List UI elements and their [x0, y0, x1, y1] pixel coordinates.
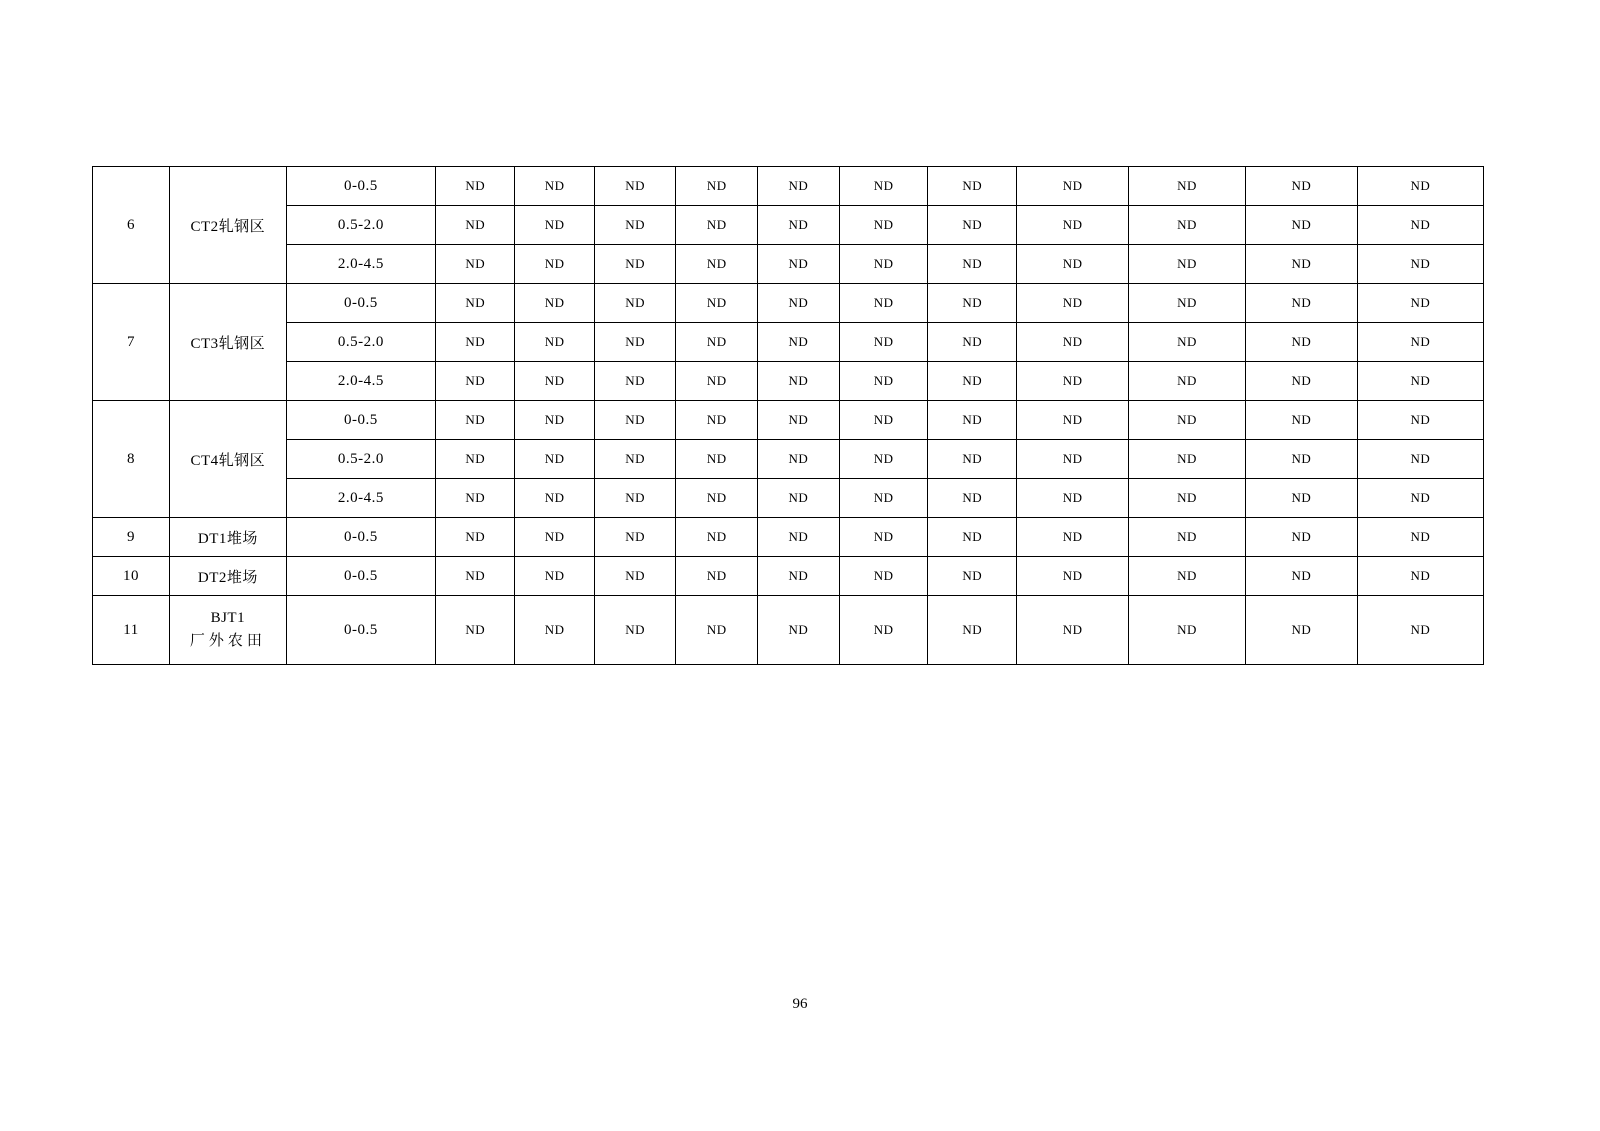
measurement-cell: ND	[515, 206, 594, 245]
measurement-cell: ND	[758, 557, 840, 596]
measurement-cell: ND	[594, 284, 676, 323]
measurement-cell: ND	[839, 323, 928, 362]
measurement-cell: ND	[839, 401, 928, 440]
table-row	[93, 323, 1484, 362]
measurement-cell: ND	[436, 206, 515, 245]
measurement-cell: ND	[1357, 518, 1483, 557]
site-name-cell: DT1堆场	[170, 518, 287, 557]
depth-range-cell: 0-0.5	[286, 284, 435, 323]
site-name-cell: CT3轧钢区	[170, 284, 287, 401]
measurement-cell: ND	[1129, 557, 1246, 596]
table-row	[93, 362, 1484, 401]
measurement-cell: ND	[676, 323, 758, 362]
sampling-results-table-wrapper	[92, 166, 1484, 665]
measurement-cell: ND	[1357, 167, 1483, 206]
measurement-cell: ND	[839, 596, 928, 665]
measurement-cell: ND	[1245, 518, 1357, 557]
table-row	[93, 557, 1484, 596]
measurement-cell: ND	[1357, 479, 1483, 518]
measurement-cell: ND	[1129, 284, 1246, 323]
measurement-cell: ND	[594, 167, 676, 206]
row-index-cell: 10	[93, 557, 170, 596]
measurement-cell: ND	[839, 518, 928, 557]
measurement-cell: ND	[928, 245, 1017, 284]
measurement-cell: ND	[436, 440, 515, 479]
measurement-cell: ND	[515, 401, 594, 440]
depth-range-cell: 0-0.5	[286, 518, 435, 557]
measurement-cell: ND	[928, 557, 1017, 596]
site-name-cell: DT2堆场	[170, 557, 287, 596]
measurement-cell: ND	[1017, 479, 1129, 518]
measurement-cell: ND	[515, 245, 594, 284]
measurement-cell: ND	[676, 557, 758, 596]
depth-range-cell: 0-0.5	[286, 401, 435, 440]
measurement-cell: ND	[839, 167, 928, 206]
measurement-cell: ND	[676, 596, 758, 665]
measurement-cell: ND	[1245, 401, 1357, 440]
measurement-cell: ND	[676, 284, 758, 323]
measurement-cell: ND	[1245, 479, 1357, 518]
measurement-cell: ND	[839, 245, 928, 284]
measurement-cell: ND	[436, 401, 515, 440]
measurement-cell: ND	[1245, 323, 1357, 362]
row-index-cell: 9	[93, 518, 170, 557]
measurement-cell: ND	[594, 440, 676, 479]
site-name-cell	[170, 596, 287, 665]
measurement-cell: ND	[436, 479, 515, 518]
measurement-cell: ND	[676, 401, 758, 440]
row-index-cell: 6	[93, 167, 170, 284]
measurement-cell: ND	[1357, 401, 1483, 440]
measurement-cell: ND	[676, 479, 758, 518]
measurement-cell: ND	[928, 479, 1017, 518]
measurement-cell: ND	[1017, 323, 1129, 362]
measurement-cell: ND	[515, 284, 594, 323]
measurement-cell: ND	[436, 362, 515, 401]
measurement-cell: ND	[1245, 206, 1357, 245]
measurement-cell: ND	[1017, 167, 1129, 206]
measurement-cell: ND	[1245, 245, 1357, 284]
measurement-cell: ND	[1129, 401, 1246, 440]
measurement-cell: ND	[1017, 362, 1129, 401]
measurement-cell: ND	[515, 167, 594, 206]
row-index-cell: 7	[93, 284, 170, 401]
depth-range-cell: 0-0.5	[286, 167, 435, 206]
measurement-cell: ND	[758, 518, 840, 557]
measurement-cell: ND	[594, 596, 676, 665]
measurement-cell: ND	[758, 323, 840, 362]
measurement-cell: ND	[758, 284, 840, 323]
sampling-results-table	[92, 166, 1484, 665]
measurement-cell: ND	[1245, 596, 1357, 665]
table-row	[93, 479, 1484, 518]
measurement-cell: ND	[1129, 206, 1246, 245]
measurement-cell: ND	[436, 557, 515, 596]
site-name-line2: 厂外农田	[189, 633, 266, 649]
measurement-cell: ND	[594, 323, 676, 362]
measurement-cell: ND	[839, 479, 928, 518]
measurement-cell: ND	[1357, 557, 1483, 596]
table-row	[93, 401, 1484, 440]
measurement-cell: ND	[928, 206, 1017, 245]
measurement-cell: ND	[1129, 479, 1246, 518]
depth-range-cell: 0-0.5	[286, 557, 435, 596]
measurement-cell: ND	[758, 440, 840, 479]
depth-range-cell: 0-0.5	[286, 596, 435, 665]
measurement-cell: ND	[1245, 557, 1357, 596]
measurement-cell: ND	[928, 401, 1017, 440]
measurement-cell: ND	[758, 362, 840, 401]
table-row	[93, 167, 1484, 206]
measurement-cell: ND	[1357, 440, 1483, 479]
measurement-cell: ND	[839, 440, 928, 479]
measurement-cell: ND	[515, 596, 594, 665]
measurement-cell: ND	[436, 596, 515, 665]
measurement-cell: ND	[1245, 167, 1357, 206]
measurement-cell: ND	[1129, 245, 1246, 284]
measurement-cell: ND	[839, 557, 928, 596]
measurement-cell: ND	[1129, 440, 1246, 479]
measurement-cell: ND	[928, 167, 1017, 206]
row-index-cell: 11	[93, 596, 170, 665]
measurement-cell: ND	[436, 167, 515, 206]
depth-range-cell: 0.5-2.0	[286, 323, 435, 362]
row-index-cell: 8	[93, 401, 170, 518]
measurement-cell: ND	[594, 479, 676, 518]
measurement-cell: ND	[1017, 518, 1129, 557]
measurement-cell: ND	[1357, 596, 1483, 665]
measurement-cell: ND	[839, 284, 928, 323]
measurement-cell: ND	[758, 167, 840, 206]
measurement-cell: ND	[928, 440, 1017, 479]
measurement-cell: ND	[1245, 362, 1357, 401]
measurement-cell: ND	[1129, 596, 1246, 665]
measurement-cell: ND	[594, 557, 676, 596]
measurement-cell: ND	[1245, 284, 1357, 323]
measurement-cell: ND	[928, 518, 1017, 557]
measurement-cell: ND	[1017, 206, 1129, 245]
measurement-cell: ND	[758, 596, 840, 665]
measurement-cell: ND	[1017, 401, 1129, 440]
measurement-cell: ND	[594, 518, 676, 557]
measurement-cell: ND	[594, 206, 676, 245]
measurement-cell: ND	[839, 362, 928, 401]
depth-range-cell: 0.5-2.0	[286, 206, 435, 245]
measurement-cell: ND	[1245, 440, 1357, 479]
measurement-cell: ND	[1357, 362, 1483, 401]
measurement-cell: ND	[515, 479, 594, 518]
measurement-cell: ND	[928, 596, 1017, 665]
measurement-cell: ND	[676, 362, 758, 401]
table-body	[93, 167, 1484, 665]
measurement-cell: ND	[758, 245, 840, 284]
measurement-cell: ND	[1129, 323, 1246, 362]
depth-range-cell: 2.0-4.5	[286, 479, 435, 518]
measurement-cell: ND	[1129, 518, 1246, 557]
measurement-cell: ND	[758, 479, 840, 518]
table-row	[93, 284, 1484, 323]
measurement-cell: ND	[1357, 206, 1483, 245]
measurement-cell: ND	[436, 284, 515, 323]
measurement-cell: ND	[1357, 323, 1483, 362]
measurement-cell: ND	[1017, 245, 1129, 284]
measurement-cell: ND	[676, 167, 758, 206]
depth-range-cell: 2.0-4.5	[286, 245, 435, 284]
measurement-cell: ND	[1017, 284, 1129, 323]
measurement-cell: ND	[676, 518, 758, 557]
table-row	[93, 245, 1484, 284]
table-row	[93, 440, 1484, 479]
measurement-cell: ND	[676, 206, 758, 245]
measurement-cell: ND	[594, 362, 676, 401]
measurement-cell: ND	[515, 440, 594, 479]
measurement-cell: ND	[1129, 167, 1246, 206]
table-row	[93, 206, 1484, 245]
measurement-cell: ND	[676, 245, 758, 284]
measurement-cell: ND	[515, 362, 594, 401]
measurement-cell: ND	[1357, 245, 1483, 284]
measurement-cell: ND	[515, 557, 594, 596]
page-number: 96	[792, 996, 808, 1012]
depth-range-cell: 2.0-4.5	[286, 362, 435, 401]
measurement-cell: ND	[1129, 362, 1246, 401]
measurement-cell: ND	[515, 518, 594, 557]
measurement-cell: ND	[594, 401, 676, 440]
measurement-cell: ND	[1017, 557, 1129, 596]
measurement-cell: ND	[436, 245, 515, 284]
measurement-cell: ND	[928, 284, 1017, 323]
measurement-cell: ND	[436, 323, 515, 362]
table-row	[93, 518, 1484, 557]
measurement-cell: ND	[1357, 284, 1483, 323]
measurement-cell: ND	[839, 206, 928, 245]
measurement-cell: ND	[436, 518, 515, 557]
measurement-cell: ND	[594, 245, 676, 284]
measurement-cell: ND	[758, 206, 840, 245]
measurement-cell: ND	[1017, 440, 1129, 479]
measurement-cell: ND	[758, 401, 840, 440]
site-name-cell: CT4轧钢区	[170, 401, 287, 518]
site-name-line1: BJT1	[210, 609, 246, 626]
measurement-cell: ND	[676, 440, 758, 479]
measurement-cell: ND	[928, 362, 1017, 401]
depth-range-cell: 0.5-2.0	[286, 440, 435, 479]
measurement-cell: ND	[1017, 596, 1129, 665]
measurement-cell: ND	[928, 323, 1017, 362]
measurement-cell: ND	[515, 323, 594, 362]
table-row	[93, 596, 1484, 665]
site-name-cell: CT2轧钢区	[170, 167, 287, 284]
